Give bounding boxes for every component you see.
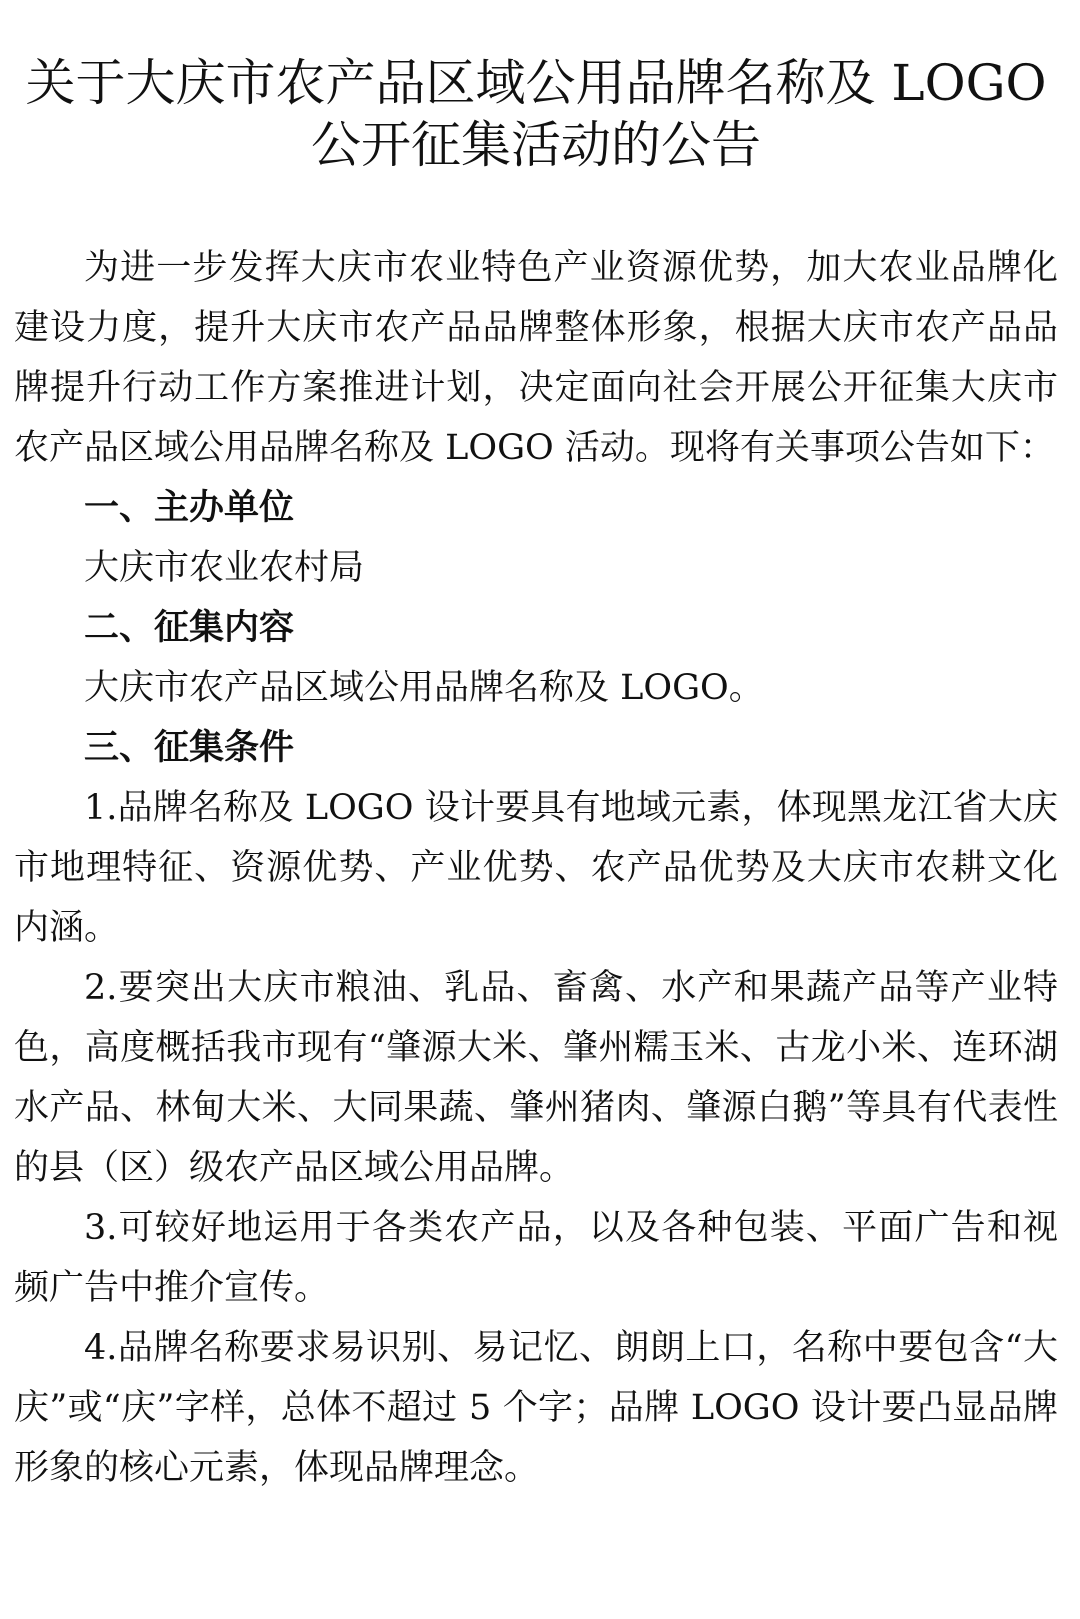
intro-paragraph: 为进一步发挥大庆市农业特色产业资源优势，加大农业品牌化建设力度，提升大庆市农产品品牌整体形象，根据大庆市农产品品牌提升行动工作方案推进计划，决定面向社会开展公开征集大庆市农产品区域公用品牌名称及 LOGO 活动。现将有关事项公告如下：: [14, 248, 1058, 468]
document-title: 关于大庆市农产品区域公用品牌名称及 LOGO 公开征集活动的公告: [25, 54, 1047, 174]
section-heading-content: 二、征集内容: [84, 608, 295, 648]
condition-item-3: 3.可较好地运用于各类农产品，以及各种包装、平面广告和视频广告中推介宣传。: [14, 1208, 1058, 1308]
section-heading-conditions: 三、征集条件: [84, 728, 295, 768]
condition-item-2: 2.要突出大庆市粮油、乳品、畜禽、水产和果蔬产品等产业特色，高度概括我市现有“肇源大米、肇州糯玉米、古龙小米、连环湖水产品、林甸大米、大同果蔬、肇州猪肉、肇源白鹅”等具有代表性的县（区）级农产品区域公用品牌。: [14, 968, 1058, 1188]
condition-item-1: 1.品牌名称及 LOGO 设计要具有地域元素，体现黑龙江省大庆市地理特征、资源优势、产业优势、农产品优势及大庆市农耕文化内涵。: [14, 788, 1058, 948]
section-text-organizer: 大庆市农业农村局: [84, 548, 365, 588]
section-text-content: 大庆市农产品区域公用品牌名称及 LOGO。: [84, 668, 764, 708]
document-body: [14, 238, 1058, 1498]
section-heading-organizer: 一、主办单位: [84, 488, 295, 528]
condition-item-4: 4.品牌名称要求易识别、易记忆、朗朗上口，名称中要包含“大庆”或“庆”字样，总体不超过 5 个字；品牌 LOGO 设计要凸显品牌形象的核心元素，体现品牌理念。: [14, 1328, 1058, 1488]
